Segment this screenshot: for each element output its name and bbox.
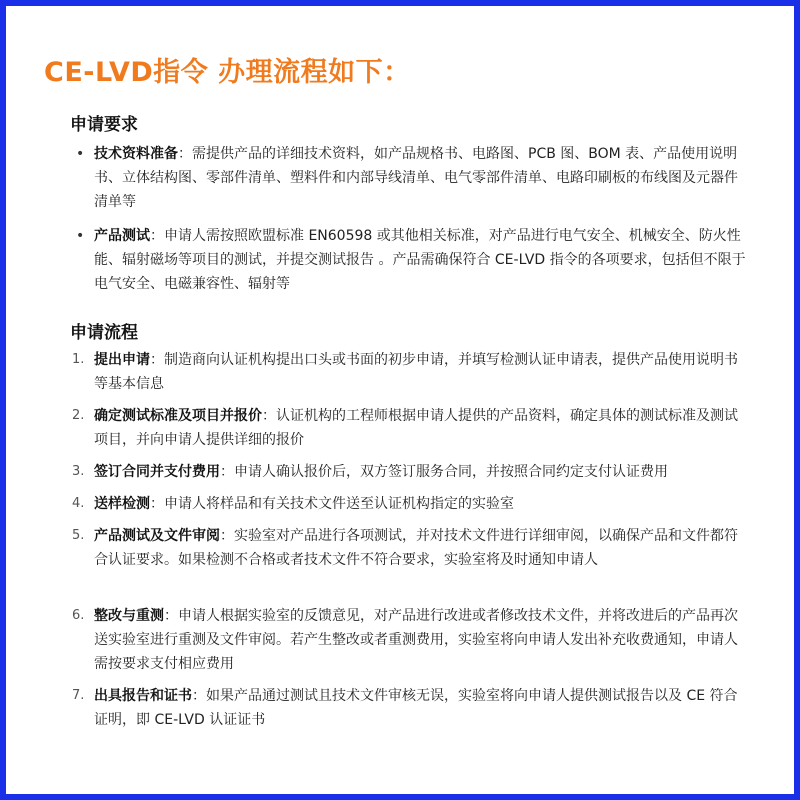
process-step-7 bbox=[70, 684, 750, 732]
step-text: ：实验室对产品进行各项测试，并对技术文件进行详细审阅，以确保产品和文件都符合认证要求。如果检测不合格或者技术文件不符合要求，实验室将及时通知申请人 bbox=[94, 528, 738, 568]
step-term: 出具报告和证书 bbox=[94, 688, 192, 704]
step-number: 3. bbox=[72, 464, 85, 479]
step-text: ：申请人根据实验室的反馈意见，对产品进行改进或者修改技术文件，并将改进后的产品再次送实验室进行重测及文件审阅。若产生整改或者重测费用，实验室将向申请人发出补充收费通知，申请人需按要求支付相应费用 bbox=[94, 608, 738, 672]
step-text: ：申请人确认报价后，双方签订服务合同，并按照合同约定支付认证费用 bbox=[220, 464, 668, 480]
requirements-list bbox=[70, 142, 750, 296]
step-number: 5. bbox=[72, 528, 85, 543]
step-term: 提出申请 bbox=[94, 352, 150, 368]
requirements-heading: 申请要求 bbox=[70, 115, 138, 135]
step-number: 4. bbox=[72, 496, 85, 511]
requirement-item-materials bbox=[70, 142, 750, 214]
step-term: 签订合同并支付费用 bbox=[94, 464, 220, 480]
requirement-term: 技术资料准备 bbox=[94, 146, 178, 162]
step-text: ：申请人将样品和有关技术文件送至认证机构指定的实验室 bbox=[150, 496, 514, 512]
step-text: ：制造商向认证机构提出口头或书面的初步申请，并填写检测认证申请表，提供产品使用说明书等基本信息 bbox=[94, 352, 738, 392]
bullet-marker: • bbox=[76, 146, 85, 162]
process-step-5 bbox=[70, 524, 750, 572]
step-term: 产品测试及文件审阅 bbox=[94, 528, 220, 544]
process-step-1 bbox=[70, 348, 750, 396]
process-step-4 bbox=[70, 492, 750, 516]
step-term: 送样检测 bbox=[94, 496, 150, 512]
process-step-2 bbox=[70, 404, 750, 452]
step-number: 1. bbox=[72, 352, 85, 367]
requirement-text: ：需提供产品的详细技术资料，如产品规格书、电路图、PCB 图、BOM 表、产品使用说明书、立体结构图、零部件清单、塑料件和内部导线清单、电气零部件清单、电路印刷板的布线图及元器件清单等 bbox=[94, 146, 738, 210]
step-term: 确定测试标准及项目并报价 bbox=[94, 408, 262, 424]
document-page bbox=[6, 6, 794, 794]
process-heading: 申请流程 bbox=[70, 323, 138, 343]
process-step-6 bbox=[70, 604, 750, 676]
step-text: ：认证机构的工程师根据申请人提供的产品资料，确定具体的测试标准及测试项目，并向申请人提供详细的报价 bbox=[94, 408, 738, 448]
step-text: ：如果产品通过测试且技术文件审核无误，实验室将向申请人提供测试报告以及 CE 符合证明，即 CE-LVD 认证证书 bbox=[94, 688, 738, 728]
requirement-item-testing bbox=[70, 224, 750, 296]
page-title: CE-LVD指令 办理流程如下： bbox=[44, 57, 411, 88]
step-number: 2. bbox=[72, 408, 85, 423]
bullet-marker: • bbox=[76, 228, 85, 244]
step-number: 6. bbox=[72, 608, 85, 623]
requirement-text: ：申请人需按照欧盟标准 EN60598 或其他相关标准，对产品进行电气安全、机械安全、防火性能、辐射磁场等项目的测试，并提交测试报告 。产品需确保符合 CE-LVD 指令的各项要求，包括但不限于电气安全、电磁兼容性、辐射等 bbox=[94, 228, 746, 292]
step-term: 整改与重测 bbox=[94, 608, 164, 624]
process-step-3 bbox=[70, 460, 750, 484]
requirement-term: 产品测试 bbox=[94, 228, 150, 244]
step-number: 7. bbox=[72, 688, 85, 703]
process-list bbox=[70, 348, 750, 732]
